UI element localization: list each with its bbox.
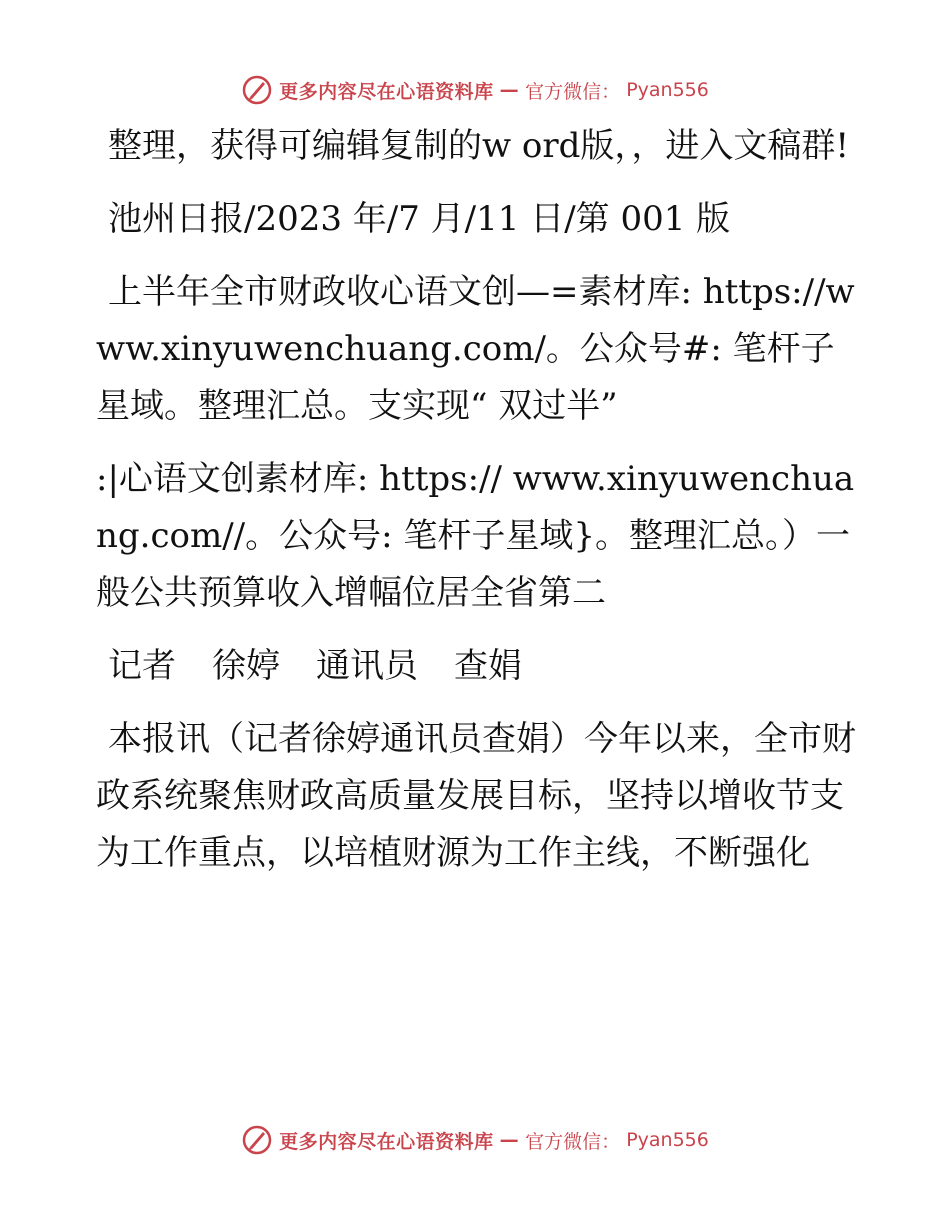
- byline-reporter-name: 徐婷: [212, 646, 280, 686]
- quill-logo-icon: [241, 1124, 273, 1156]
- banner-separator: —: [499, 79, 520, 101]
- banner-text: 更多内容尽在心语资料库: [279, 80, 494, 103]
- banner-wechat-id: Pyan556: [626, 1129, 709, 1151]
- document-body: [96, 118, 856, 898]
- byline: [96, 638, 856, 695]
- banner-wechat-label: 官方微信：: [525, 80, 621, 103]
- paragraph-headline: 上半年全市财政收心语文创—=素材库: https://www.xinyuwenchuang.com/。公众号#: 笔杆子星域。整理汇总。支实现“ 双过半”: [96, 272, 855, 426]
- banner-wechat-label: 官方微信：: [525, 1130, 621, 1153]
- paragraph-subheadline: :|心语文创素材库: https:// www.xinyuwenchuang.com//。公众号: 笔杆子星域}。整理汇总。）一般公共预算收入增幅位居全省第二: [96, 459, 855, 613]
- banner-text: 更多内容尽在心语资料库: [279, 1130, 494, 1153]
- banner-separator: —: [499, 1129, 520, 1151]
- byline-role-reporter: 记者: [108, 646, 176, 686]
- dateline: 池州日报/2023 年/7 月/11 日/第 001 版: [108, 199, 731, 239]
- paragraph-body: 本报讯（记者徐婷通讯员查娟）今年以来，全市财政系统聚焦财政高质量发展目标，坚持以增收节支为工作重点，以培植财源为工作主线，不断强化: [96, 719, 856, 873]
- paragraph-intro: 整理，获得可编辑复制的w ord版，，进入文稿群!: [108, 126, 850, 166]
- header-banner: [0, 70, 950, 110]
- byline-correspondent-name: 查娟: [454, 646, 522, 686]
- byline-role-correspondent: 通讯员: [316, 646, 418, 686]
- footer-banner: [0, 1120, 950, 1160]
- quill-logo-icon: [241, 74, 273, 106]
- banner-wechat-id: Pyan556: [626, 79, 709, 101]
